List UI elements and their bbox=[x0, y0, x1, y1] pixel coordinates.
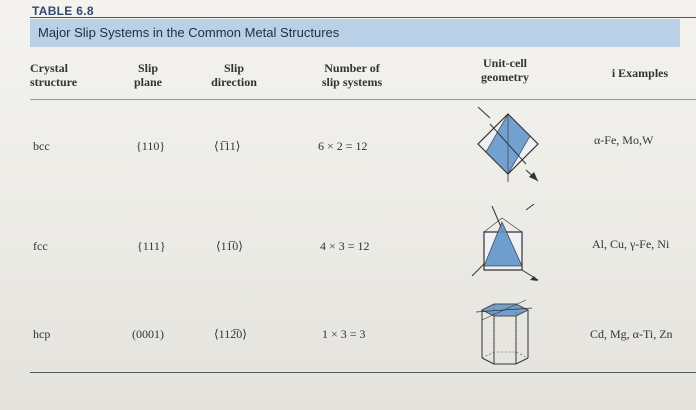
row-fcc-examples: Al, Cu, γ-Fe, Ni bbox=[592, 237, 670, 251]
header-slip-direction bbox=[201, 61, 267, 89]
bcc-unit-cell-icon bbox=[468, 104, 548, 184]
header-geometry-line2: geometry bbox=[481, 70, 529, 84]
table-label: TABLE 6.8 bbox=[32, 4, 94, 18]
hcp-unit-cell-icon bbox=[472, 298, 536, 370]
table-title: Major Slip Systems in the Common Metal Structures bbox=[38, 25, 340, 40]
row-bcc-direction: ⟨1̅11⟩ bbox=[214, 139, 241, 153]
row-fcc-direction: ⟨11̅0⟩ bbox=[216, 239, 243, 253]
header-number-of-slip-systems bbox=[312, 61, 392, 89]
row-fcc-structure: fcc bbox=[33, 239, 48, 253]
row-bcc-systems: 6 × 2 = 12 bbox=[318, 139, 368, 153]
header-slip-direction-line2: direction bbox=[211, 75, 257, 89]
row-fcc-systems: 4 × 3 = 12 bbox=[320, 239, 370, 253]
header-number-line1: Number of bbox=[324, 61, 380, 75]
header-rule bbox=[30, 99, 696, 100]
header-geometry-line1: Unit-cell bbox=[483, 56, 527, 70]
header-examples: i Examples bbox=[611, 66, 669, 80]
row-hcp-structure: hcp bbox=[33, 327, 51, 341]
row-bcc-plane: {110} bbox=[136, 139, 166, 153]
top-rule bbox=[30, 17, 696, 18]
row-hcp-examples: Cd, Mg, α-Ti, Zn bbox=[590, 327, 673, 341]
header-crystal-structure bbox=[30, 61, 77, 89]
row-bcc-structure: bcc bbox=[33, 139, 50, 153]
row-hcp-direction: ⟨112̅0⟩ bbox=[214, 327, 247, 341]
bottom-rule bbox=[30, 372, 696, 373]
row-hcp-plane: (0001) bbox=[132, 327, 164, 341]
header-slip-plane-line2: plane bbox=[133, 75, 162, 89]
header-slip-plane-line1: Slip bbox=[137, 61, 158, 75]
header-slip-plane bbox=[127, 61, 169, 89]
title-banner bbox=[30, 19, 680, 47]
header-unit-cell-geometry bbox=[470, 56, 540, 84]
fcc-unit-cell-icon bbox=[470, 204, 540, 282]
row-bcc-examples: α-Fe, Mo,W bbox=[594, 133, 654, 147]
row-hcp-systems: 1 × 3 = 3 bbox=[322, 327, 366, 341]
header-crystal-line2: structure bbox=[30, 75, 78, 89]
header-slip-direction-line1: Slip bbox=[223, 61, 244, 75]
header-crystal-line1: Crystal bbox=[30, 61, 68, 75]
header-number-line2: slip systems bbox=[321, 75, 383, 89]
row-fcc-plane: {111} bbox=[137, 239, 166, 253]
